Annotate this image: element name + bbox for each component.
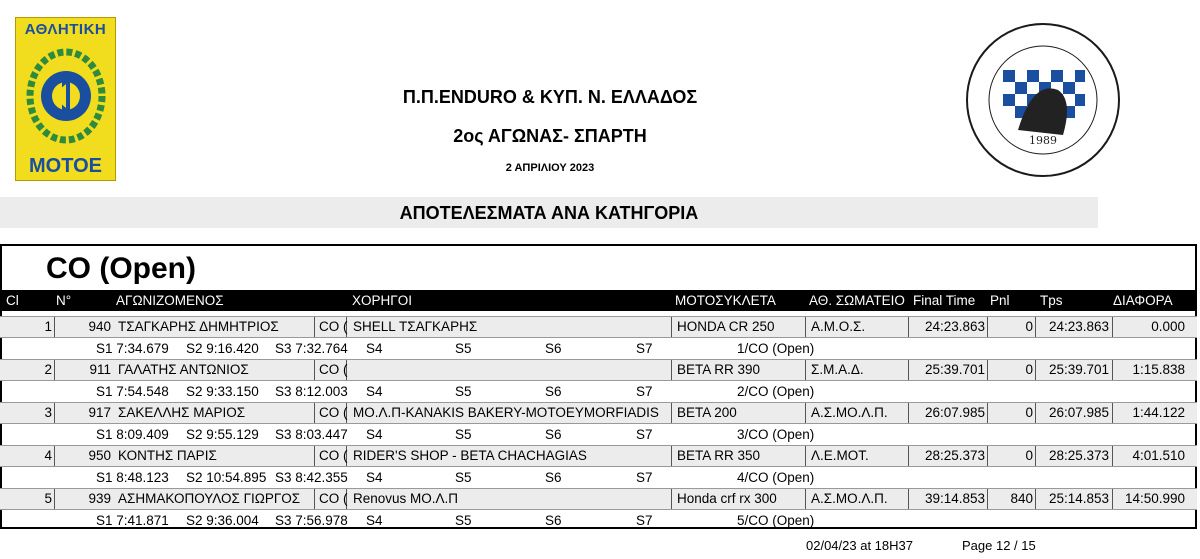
result-row [0, 359, 1197, 381]
cell-divider [987, 403, 988, 423]
split-s6: S6 [545, 341, 562, 356]
col-rider: ΑΓΩΝΙΖΟΜΕΝΟΣ [116, 293, 224, 308]
rider-bike: BETA RR 350 [677, 448, 761, 463]
rider-name: ΣΑΚΕΛΛΗΣ ΜΑΡΙΟΣ [118, 405, 246, 420]
split-s1: S1 7:34.679 [96, 341, 169, 356]
rider-final-time: 39:14.853 [924, 491, 985, 506]
split-s1: S1 7:54.548 [96, 384, 169, 399]
rider-bike: BETA 200 [677, 405, 737, 420]
laurel-wheel-icon [24, 46, 108, 146]
split-s6: S6 [545, 513, 562, 528]
split-s4: S4 [366, 427, 383, 442]
rider-name: ΤΣΑΓΚΑΡΗΣ ΔΗΜΗΤΡΙΟΣ [118, 319, 279, 334]
rider-penalty: 840 [1010, 491, 1033, 506]
rider-diff: 0.000 [1151, 319, 1185, 334]
split-s5: S5 [455, 470, 472, 485]
split-s5: S5 [455, 341, 472, 356]
cell-divider [1112, 446, 1113, 466]
rider-sponsor: SHELL ΤΣΑΓΚΑΡΗΣ [353, 319, 478, 334]
sparta-moto-club-logo [963, 20, 1123, 180]
split-s4: S4 [366, 513, 383, 528]
split-s2: S2 9:55.129 [186, 427, 259, 442]
rider-tps: 25:14.853 [1048, 491, 1109, 506]
rider-diff: 4:01.510 [1132, 448, 1185, 463]
rider-penalty: 0 [1025, 448, 1033, 463]
rider-diff: 1:15.838 [1132, 362, 1185, 377]
result-row [0, 316, 1197, 338]
col-club: ΑΘ. ΣΩΜΑΤΕΙΟ [809, 293, 905, 308]
section-bar [0, 197, 1098, 228]
cell-divider [1035, 317, 1036, 337]
rider-position: 3 [44, 405, 52, 420]
split-times-row [0, 381, 1197, 402]
cell-divider [987, 360, 988, 380]
rider-club: Α.Σ.ΜΟ.Λ.Π. [811, 405, 888, 420]
cell-divider [1035, 403, 1036, 423]
rider-club: Λ.Ε.ΜΟΤ. [811, 448, 869, 463]
class-rank: 2/CO (Open) [737, 384, 815, 399]
cell-divider [54, 317, 55, 337]
rider-penalty: 0 [1025, 319, 1033, 334]
cell-divider [671, 317, 672, 337]
cell-divider [671, 360, 672, 380]
split-s4: S4 [366, 470, 383, 485]
class-rank: 3/CO (Open) [737, 427, 815, 442]
rider-class: CO ( [319, 319, 348, 334]
athletiki-moto-logo [15, 17, 116, 181]
split-s7: S7 [636, 341, 653, 356]
split-s1: S1 8:09.409 [96, 427, 169, 442]
cell-divider [1035, 360, 1036, 380]
rider-position: 2 [44, 362, 52, 377]
split-s5: S5 [455, 384, 472, 399]
rider-name: ΑΣΗΜΑΚΟΠΟΥΛΟΣ ΓΙΩΡΓΟΣ [118, 491, 301, 506]
cell-divider [805, 489, 806, 509]
rider-class: CO ( [319, 405, 348, 420]
result-row [0, 488, 1197, 510]
result-row [0, 445, 1197, 467]
split-s7: S7 [636, 427, 653, 442]
results-list [0, 316, 1197, 531]
col-diff: ΔΙΑΦΟΡΑ [1113, 293, 1173, 308]
rider-number: 939 [88, 491, 111, 506]
club-seal-icon [963, 20, 1123, 180]
rider-club: Α.Μ.Ο.Σ. [811, 319, 866, 334]
split-s4: S4 [366, 341, 383, 356]
class-rank: 5/CO (Open) [737, 513, 815, 528]
rider-final-time: 24:23.863 [924, 319, 985, 334]
rider-sponsor: Renovus ΜΟ.Λ.Π [353, 491, 459, 506]
rider-number: 911 [89, 362, 111, 377]
cell-divider [805, 317, 806, 337]
rider-bike: BETA RR 390 [677, 362, 761, 377]
cell-divider [54, 403, 55, 423]
column-header-row [0, 290, 1197, 311]
split-s3: S3 7:56.978 [275, 513, 348, 528]
cell-divider [987, 489, 988, 509]
rider-class: CO ( [319, 491, 348, 506]
split-s7: S7 [636, 513, 653, 528]
rider-tps: 26:07.985 [1048, 405, 1109, 420]
cell-divider [1035, 446, 1036, 466]
rider-sponsor: ΜΟ.Λ.Π-KANAKIS BAKERY-MOTOEYMORFIADIS [353, 405, 659, 420]
cell-divider [671, 446, 672, 466]
rider-bike: HONDA CR 250 [677, 319, 775, 334]
col-bike: ΜΟΤΟΣΥΚΛΕΤΑ [675, 293, 776, 308]
split-s4: S4 [366, 384, 383, 399]
split-s3: S3 8:12.003 [275, 384, 348, 399]
split-s6: S6 [545, 384, 562, 399]
logo-left-bottom-text: ΜΟΤΟΕ [29, 155, 102, 177]
split-s5: S5 [455, 513, 472, 528]
cell-divider [805, 403, 806, 423]
col-number: N° [56, 293, 72, 308]
cell-divider [805, 360, 806, 380]
rider-club: Α.Σ.ΜΟ.Λ.Π. [811, 491, 888, 506]
rider-penalty: 0 [1025, 362, 1033, 377]
rider-number: 917 [88, 405, 111, 420]
rider-bike: Honda crf rx 300 [677, 491, 777, 506]
split-s3: S3 8:03.447 [275, 427, 348, 442]
split-times-row [0, 467, 1197, 488]
cell-divider [1112, 317, 1113, 337]
split-times-row [0, 424, 1197, 445]
col-cl: Cl [6, 293, 19, 308]
cell-divider [1035, 489, 1036, 509]
rider-number: 950 [88, 448, 111, 463]
rider-position: 4 [44, 448, 52, 463]
cell-divider [908, 360, 909, 380]
rider-position: 5 [44, 491, 52, 506]
class-rank: 1/CO (Open) [737, 341, 815, 356]
split-s3: S3 7:32.764 [275, 341, 348, 356]
result-row [0, 402, 1197, 424]
cell-divider [1112, 403, 1113, 423]
split-s6: S6 [545, 470, 562, 485]
cell-divider [805, 446, 806, 466]
class-rank: 4/CO (Open) [737, 470, 815, 485]
rider-final-time: 28:25.373 [924, 448, 985, 463]
rider-diff: 1:44.122 [1132, 405, 1185, 420]
cell-divider [1112, 489, 1113, 509]
rider-club: Σ.Μ.Α.Δ. [811, 362, 864, 377]
cell-divider [987, 446, 988, 466]
rider-sponsor: RIDER'S SHOP - BETA CHACHAGIAS [353, 448, 587, 463]
split-s1: S1 8:48.123 [96, 470, 169, 485]
split-s2: S2 10:54.895 [186, 470, 267, 485]
cell-divider [1112, 360, 1113, 380]
cell-divider [671, 489, 672, 509]
split-s6: S6 [545, 427, 562, 442]
split-times-row [0, 510, 1197, 531]
rider-diff: 14:50.990 [1124, 491, 1185, 506]
rider-name: ΚΟΝΤΗΣ ΠΑΡΙΣ [118, 448, 217, 463]
title-line-1: Π.Π.ENDURO & ΚΥΠ. Ν. ΕΛΛΑΔΟΣ [402, 87, 698, 107]
split-times-row [0, 338, 1197, 359]
cell-divider [314, 403, 315, 423]
split-s5: S5 [455, 427, 472, 442]
split-s7: S7 [636, 470, 653, 485]
cell-divider [314, 317, 315, 337]
rider-class: CO ( [319, 362, 348, 377]
rider-position: 1 [44, 319, 52, 334]
col-tps: Tps [1040, 293, 1063, 308]
section-title: ΑΠΟΤΕΛΕΣΜΑΤΑ ΑΝΑ ΚΑΤΗΓΟΡΙΑ [399, 203, 699, 223]
cell-divider [671, 403, 672, 423]
print-timestamp: 02/04/23 at 18H37 [806, 538, 913, 553]
category-title: CO (Open) [46, 252, 196, 285]
cell-divider [54, 489, 55, 509]
cell-divider [908, 317, 909, 337]
cell-divider [987, 317, 988, 337]
split-s2: S2 9:16.420 [186, 341, 259, 356]
cell-divider [908, 489, 909, 509]
cell-divider [314, 489, 315, 509]
col-sponsors: ΧΟΡΗΓΟΙ [352, 293, 412, 308]
rider-final-time: 25:39.701 [924, 362, 985, 377]
title-line-2: 2ος ΑΓΩΝΑΣ- ΣΠΑΡΤΗ [453, 126, 647, 146]
cell-divider [314, 446, 315, 466]
rider-name: ΓΑΛΑΤΗΣ ΑΝΤΩΝΙΟΣ [118, 362, 249, 377]
rider-final-time: 26:07.985 [924, 405, 985, 420]
logo-year: 1989 [1029, 134, 1057, 147]
rider-tps: 24:23.863 [1048, 319, 1109, 334]
cell-divider [314, 360, 315, 380]
col-final-time: Final Time [913, 293, 976, 308]
split-s1: S1 7:41.871 [96, 513, 169, 528]
event-date: 2 ΑΠΡΙΛΙΟΥ 2023 [505, 162, 595, 174]
split-s2: S2 9:36.004 [186, 513, 259, 528]
cell-divider [908, 446, 909, 466]
rider-penalty: 0 [1025, 405, 1033, 420]
cell-divider [54, 360, 55, 380]
rider-tps: 28:25.373 [1048, 448, 1109, 463]
split-s3: S3 8:42.355 [275, 470, 348, 485]
cell-divider [908, 403, 909, 423]
split-s2: S2 9:33.150 [186, 384, 259, 399]
rider-number: 940 [88, 319, 111, 334]
col-penalty: Pnl [990, 293, 1010, 308]
rider-class: CO ( [319, 448, 348, 463]
split-s7: S7 [636, 384, 653, 399]
cell-divider [54, 446, 55, 466]
rider-tps: 25:39.701 [1048, 362, 1109, 377]
logo-left-top-text: ΑΘΛΗΤΙΚΗ [24, 21, 107, 38]
page-number: Page 12 / 15 [962, 538, 1036, 553]
